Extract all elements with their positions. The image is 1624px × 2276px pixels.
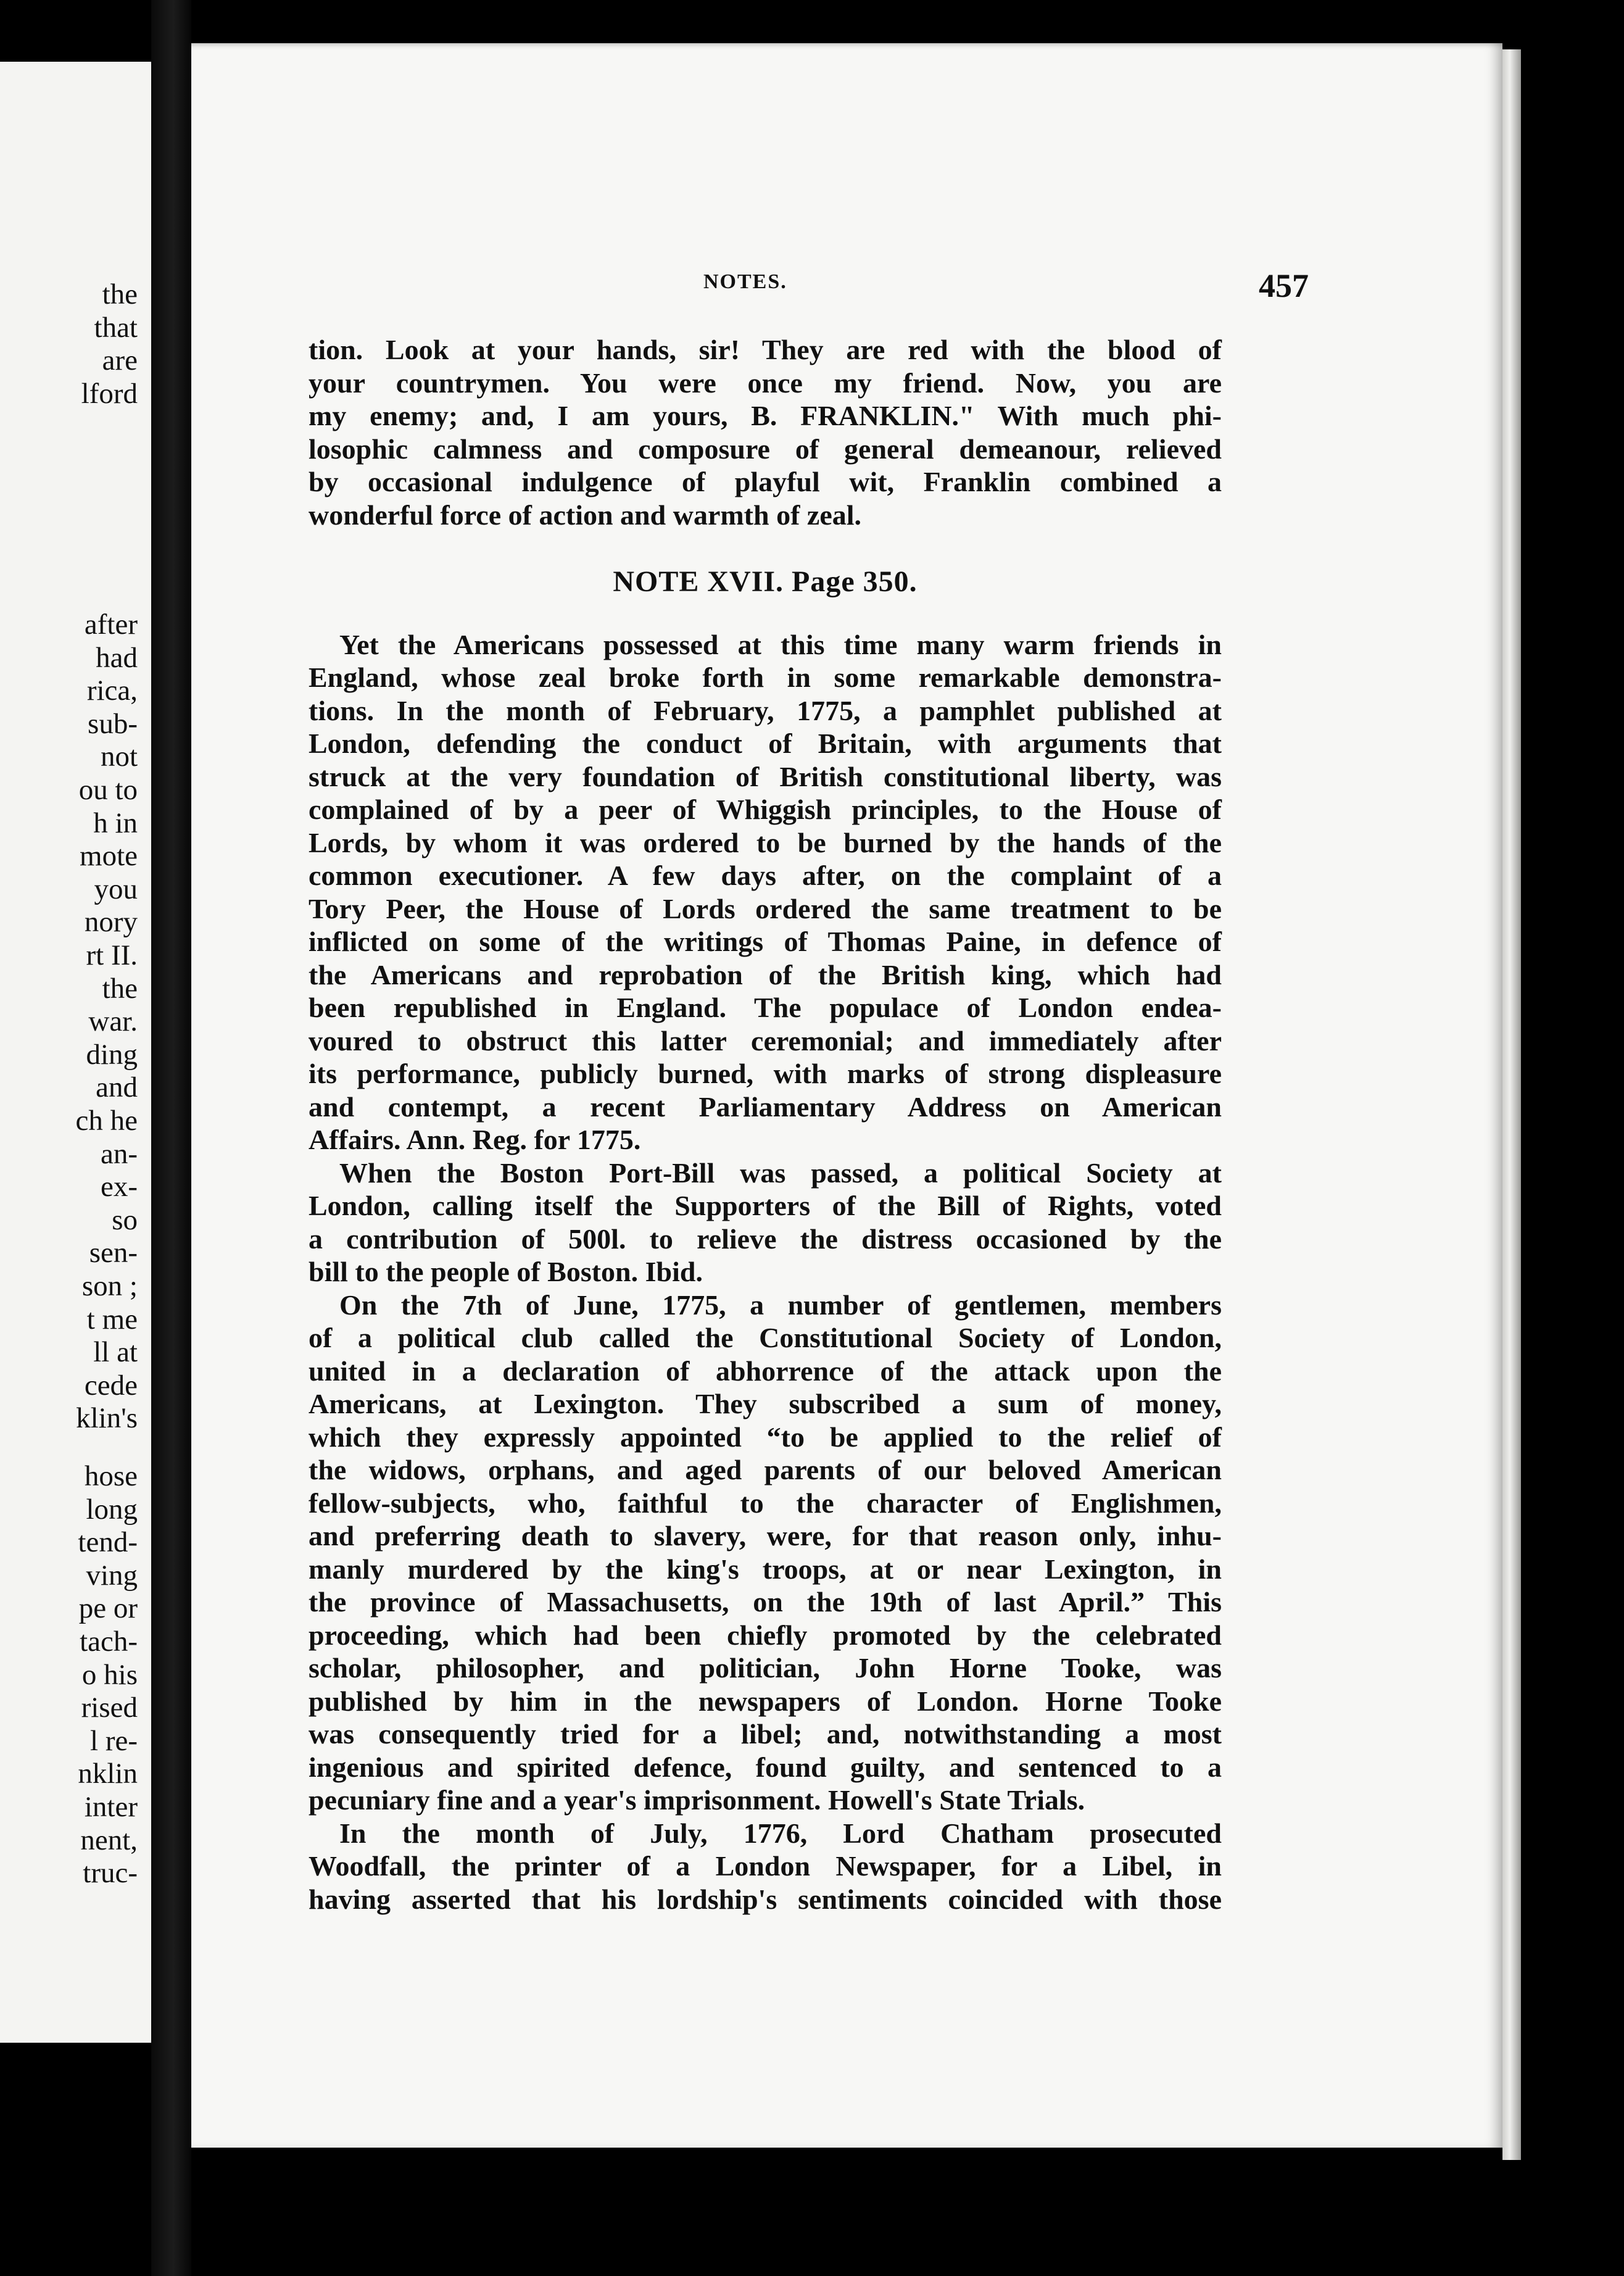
facing-page-fragment: nory	[84, 906, 138, 939]
facing-page-fragment: tach-	[80, 1626, 138, 1658]
facing-page-fragment: ex-	[100, 1171, 138, 1203]
facing-page-fragment: klin's	[76, 1402, 138, 1435]
facing-page-fragment: h in	[93, 807, 138, 839]
text-line: inflicted on some of the writings of Thomas Paine, in defence of	[309, 926, 1222, 957]
facing-page-fragment: ving	[86, 1559, 138, 1592]
text-line: Woodfall, the printer of a London Newspaper, for a Libel, in	[309, 1850, 1222, 1882]
facing-page-fragment: o his	[81, 1658, 138, 1691]
text-line: Yet the Americans possessed at this time many warm friends in	[339, 628, 1222, 660]
facing-page-fragment: cede	[84, 1369, 138, 1402]
text-line: Tory Peer, the House of Lords ordered the same treatment to be	[309, 892, 1222, 924]
text-line: losophic calmness and composure of general demeanour, relieved	[309, 433, 1222, 465]
text-line: the province of Massachusetts, on the 19th of last April.” This	[309, 1586, 1222, 1618]
paragraph	[309, 1289, 1222, 1817]
facing-page-fragment: lford	[81, 377, 138, 410]
text-line: published by him in the newspapers of London. Horne Tooke	[309, 1685, 1222, 1717]
paragraph	[309, 1157, 1222, 1289]
facing-page-fragment: an-	[100, 1137, 138, 1170]
text-line: pecuniary fine and a year's imprisonment. Howell's State Trials.	[309, 1784, 1085, 1816]
facing-page-fragment: the	[102, 278, 138, 310]
facing-page-fragment: rica,	[86, 675, 138, 707]
text-line: bill to the people of Boston. Ibid.	[309, 1256, 703, 1287]
facing-page-fragment: ding	[86, 1038, 138, 1071]
text-line: London, defending the conduct of Britain, with arguments that	[309, 728, 1222, 759]
running-title: NOTES.	[703, 270, 787, 293]
facing-page-fragment: hose	[84, 1460, 138, 1492]
page-number: 457	[1259, 267, 1309, 304]
text-line: scholar, philosopher, and politician, John Horne Tooke, was	[309, 1652, 1222, 1684]
facing-page-fragment: rt II.	[86, 939, 138, 971]
text-line: Affairs. Ann. Reg. for 1775.	[309, 1124, 641, 1155]
text-line: When the Boston Port-Bill was passed, a political Society at	[339, 1157, 1222, 1189]
text-line: struck at the very foundation of British constitutional liberty, was	[309, 760, 1222, 792]
text-line: of a political club called the Constitutional Society of London,	[309, 1322, 1222, 1353]
facing-page-fragment: so	[112, 1203, 138, 1236]
note-body	[309, 628, 1222, 1916]
text-line: united in a declaration of abhorrence of the attack upon the	[309, 1355, 1222, 1387]
facing-page-fragment: l re-	[90, 1724, 138, 1757]
text-line: been republished in England. The populace of London endea-	[309, 992, 1222, 1023]
facing-page-fragment: inter	[84, 1791, 138, 1823]
facing-page-fragment: truc-	[83, 1857, 138, 1890]
facing-page-fragment: the	[102, 972, 138, 1005]
text-line: my enemy; and, I am yours, B. FRANKLIN." With much phi-	[309, 400, 1222, 431]
text-line: tions. In the month of February, 1775, a pamphlet published at	[309, 694, 1222, 726]
facing-page-fragment: t me	[86, 1303, 138, 1335]
paragraph	[309, 1817, 1222, 1916]
text-line: On the 7th of June, 1775, a number of gentlemen, members	[339, 1289, 1222, 1321]
facing-page-fragment: nklin	[78, 1758, 138, 1790]
facing-page-fragment: not	[100, 741, 138, 773]
facing-page-fragment: sub-	[88, 707, 138, 740]
text-line: its performance, publicly burned, with marks of strong displeasure	[309, 1058, 1222, 1089]
text-line: fellow-subjects, who, faithful to the character of Englishmen,	[309, 1487, 1222, 1519]
facing-page-fragment: you	[94, 873, 138, 905]
facing-page-fragment: pe or	[78, 1592, 138, 1625]
facing-page-fragment: ch he	[75, 1105, 138, 1137]
text-line: In the month of July, 1776, Lord Chatham prosecuted	[339, 1817, 1222, 1849]
facing-page-fragment: long	[86, 1493, 138, 1526]
text-line: and preferring death to slavery, were, for that reason only, inhu-	[309, 1520, 1222, 1551]
text-line: common executioner. A few days after, on the complaint of a	[309, 860, 1222, 891]
text-line: Americans, at Lexington. They subscribed a sum of money,	[309, 1388, 1222, 1419]
text-line: and contempt, a recent Parliamentary Address on American	[309, 1090, 1222, 1123]
text-line: tion. Look at your hands, sir! They are red with the blood of	[309, 334, 1222, 365]
text-line: the Americans and reprobation of the British king, which had	[309, 958, 1222, 991]
text-line: ingenious and spirited defence, found guilty, and sentenced to a	[309, 1751, 1222, 1783]
page-text	[309, 333, 1222, 1916]
text-line: which they expressly appointed “to be applied to the relief of	[309, 1421, 1222, 1453]
facing-page-fragment: mote	[80, 840, 138, 873]
text-line: by occasional indulgence of playful wit, Franklin combined a	[309, 466, 1222, 497]
facing-page-fragment: sen-	[89, 1237, 138, 1269]
facing-page-fragment: are	[102, 344, 138, 377]
book-gutter	[151, 0, 191, 2276]
text-line: was consequently tried for a libel; and, notwithstanding a most	[309, 1718, 1222, 1750]
text-line: complained of by a peer of Whiggish principles, to the House of	[309, 794, 1222, 825]
text-line: a contribution of 500l. to relieve the distress occasioned by the	[309, 1223, 1222, 1255]
text-line: London, calling itself the Supporters of the Bill of Rights, voted	[309, 1190, 1222, 1221]
text-line: your countrymen. You were once my friend. Now, you are	[309, 367, 1222, 399]
facing-page-fragment: and	[96, 1071, 138, 1104]
text-line: Lords, by whom it was ordered to be burned by the hands of the	[309, 826, 1222, 858]
text-line: proceeding, which had been chiefly promoted by the celebrated	[309, 1619, 1222, 1651]
facing-page-fragment: war.	[88, 1005, 138, 1038]
paragraph	[309, 628, 1222, 1157]
facing-page-fragment: son ;	[81, 1270, 138, 1302]
facing-page-fragment: had	[96, 641, 138, 674]
facing-page-fragment: ou to	[78, 774, 138, 806]
page-edge	[1502, 49, 1521, 2160]
text-line: manly murdered by the king's troops, at or near Lexington, in	[309, 1553, 1222, 1585]
facing-page	[0, 62, 151, 2043]
note-heading: NOTE XVII. Page 350.	[613, 565, 918, 598]
text-line: having asserted that his lordship's sentiments coincided with those	[309, 1883, 1222, 1915]
facing-page-fragment: that	[94, 311, 138, 344]
text-line: wonderful force of action and warmth of zeal.	[309, 499, 862, 531]
facing-page-fragment: rised	[81, 1692, 138, 1724]
facing-page-fragment: tend-	[78, 1526, 138, 1559]
facing-page-fragment: nent,	[80, 1824, 138, 1856]
text-line: the widows, orphans, and aged parents of our beloved American	[309, 1454, 1222, 1485]
continuation-paragraph	[309, 333, 1222, 531]
facing-page-fragment: ll at	[93, 1336, 138, 1369]
facing-page-fragment: after	[84, 608, 138, 641]
text-line: voured to obstruct this latter ceremonial; and immediately after	[309, 1024, 1222, 1057]
text-line: England, whose zeal broke forth in some remarkable demonstra-	[309, 662, 1222, 693]
